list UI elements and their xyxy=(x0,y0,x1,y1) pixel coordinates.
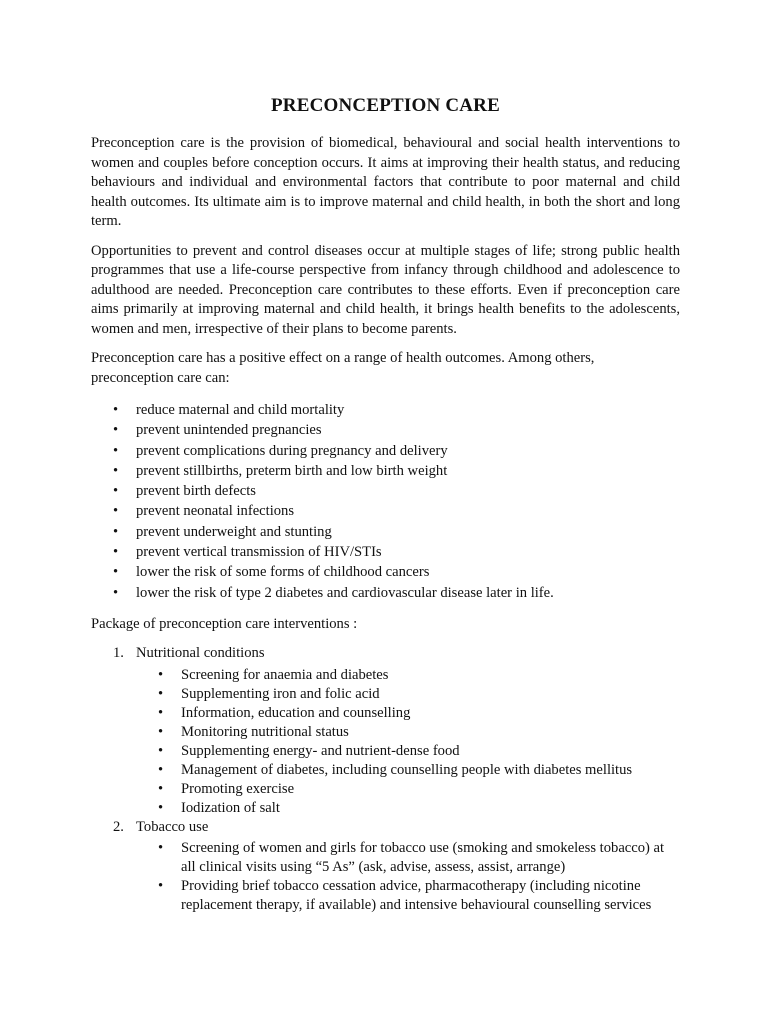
outcomes-intro-paragraph: Preconception care has a positive effect on a range of health outcomes. Among others, preconception care can: xyxy=(91,350,595,386)
list-item: • prevent vertical transmission of HIV/STIs xyxy=(91,542,680,562)
list-item: • Management of diabetes, including counselling people with diabetes mellitus xyxy=(91,761,680,780)
list-item: • prevent complications during pregnancy and delivery xyxy=(91,441,680,461)
list-item: • Monitoring nutritional status xyxy=(91,723,680,742)
tobacco-items xyxy=(136,839,680,915)
list-item: • Screening for anaemia and diabetes xyxy=(91,666,680,685)
section-title: Tobacco use xyxy=(136,818,209,835)
section-number: 2. xyxy=(113,818,124,835)
list-item: • reduce maternal and child mortality xyxy=(91,400,680,420)
section-nutritional xyxy=(91,644,680,818)
list-item: • Supplementing energy- and nutrient-dense food xyxy=(91,742,680,761)
list-item: • Information, education and counselling xyxy=(91,704,680,723)
list-item: • prevent unintended pregnancies xyxy=(91,420,680,440)
package-heading: Package of preconception care interventions : xyxy=(91,615,358,632)
section-number: 1. xyxy=(113,645,124,662)
list-item: • prevent birth defects xyxy=(91,481,680,501)
section-title: Nutritional conditions xyxy=(136,645,265,662)
list-item: • Supplementing iron and folic acid xyxy=(91,685,680,704)
interventions-list xyxy=(91,644,680,915)
list-item: • Promoting exercise xyxy=(91,780,680,799)
page-title: PRECONCEPTION CARE xyxy=(271,95,500,116)
intro-paragraph: Preconception care is the provision of biomedical, behavioural and social health interventions to women and couples before conception occurs. It aims at improving their health status, and reducing behaviours and individual and environmental factors that contribute to poor maternal and child health outcomes. Its ultimate aim is to improve maternal and child health, in both the short and long term. xyxy=(91,135,680,229)
opportunities-paragraph: Opportunities to prevent and control diseases occur at multiple stages of life; strong public health programmes that use a life-course perspective from infancy through childhood and adolescence to adulthood are needed. Preconception care contributes to these efforts. Even if preconception care aims primarily at improving maternal and child health, it brings health benefits to the adolescents, women and men, irrespective of their plans to become parents. xyxy=(91,242,680,337)
nutritional-items xyxy=(136,666,680,818)
list-item: • lower the risk of some forms of childhood cancers xyxy=(91,562,680,582)
list-item: • prevent underweight and stunting xyxy=(91,522,680,542)
section-tobacco xyxy=(91,818,680,916)
list-item: • Providing brief tobacco cessation advice, pharmacotherapy (including nicotine replacement therapy, if available) and intensive behavioural counselling services xyxy=(91,877,680,915)
list-item: • Screening of women and girls for tobacco use (smoking and smokeless tobacco) at all clinical visits using “5 As” (ask, advise, assess, assist, arrange) xyxy=(91,839,680,877)
list-item: • lower the risk of type 2 diabetes and cardiovascular disease later in life. xyxy=(91,583,680,603)
list-item: • prevent neonatal infections xyxy=(91,501,680,521)
outcomes-list xyxy=(91,400,680,603)
list-item: • prevent stillbirths, preterm birth and low birth weight xyxy=(91,461,680,481)
list-item: • Iodization of salt xyxy=(91,799,680,818)
